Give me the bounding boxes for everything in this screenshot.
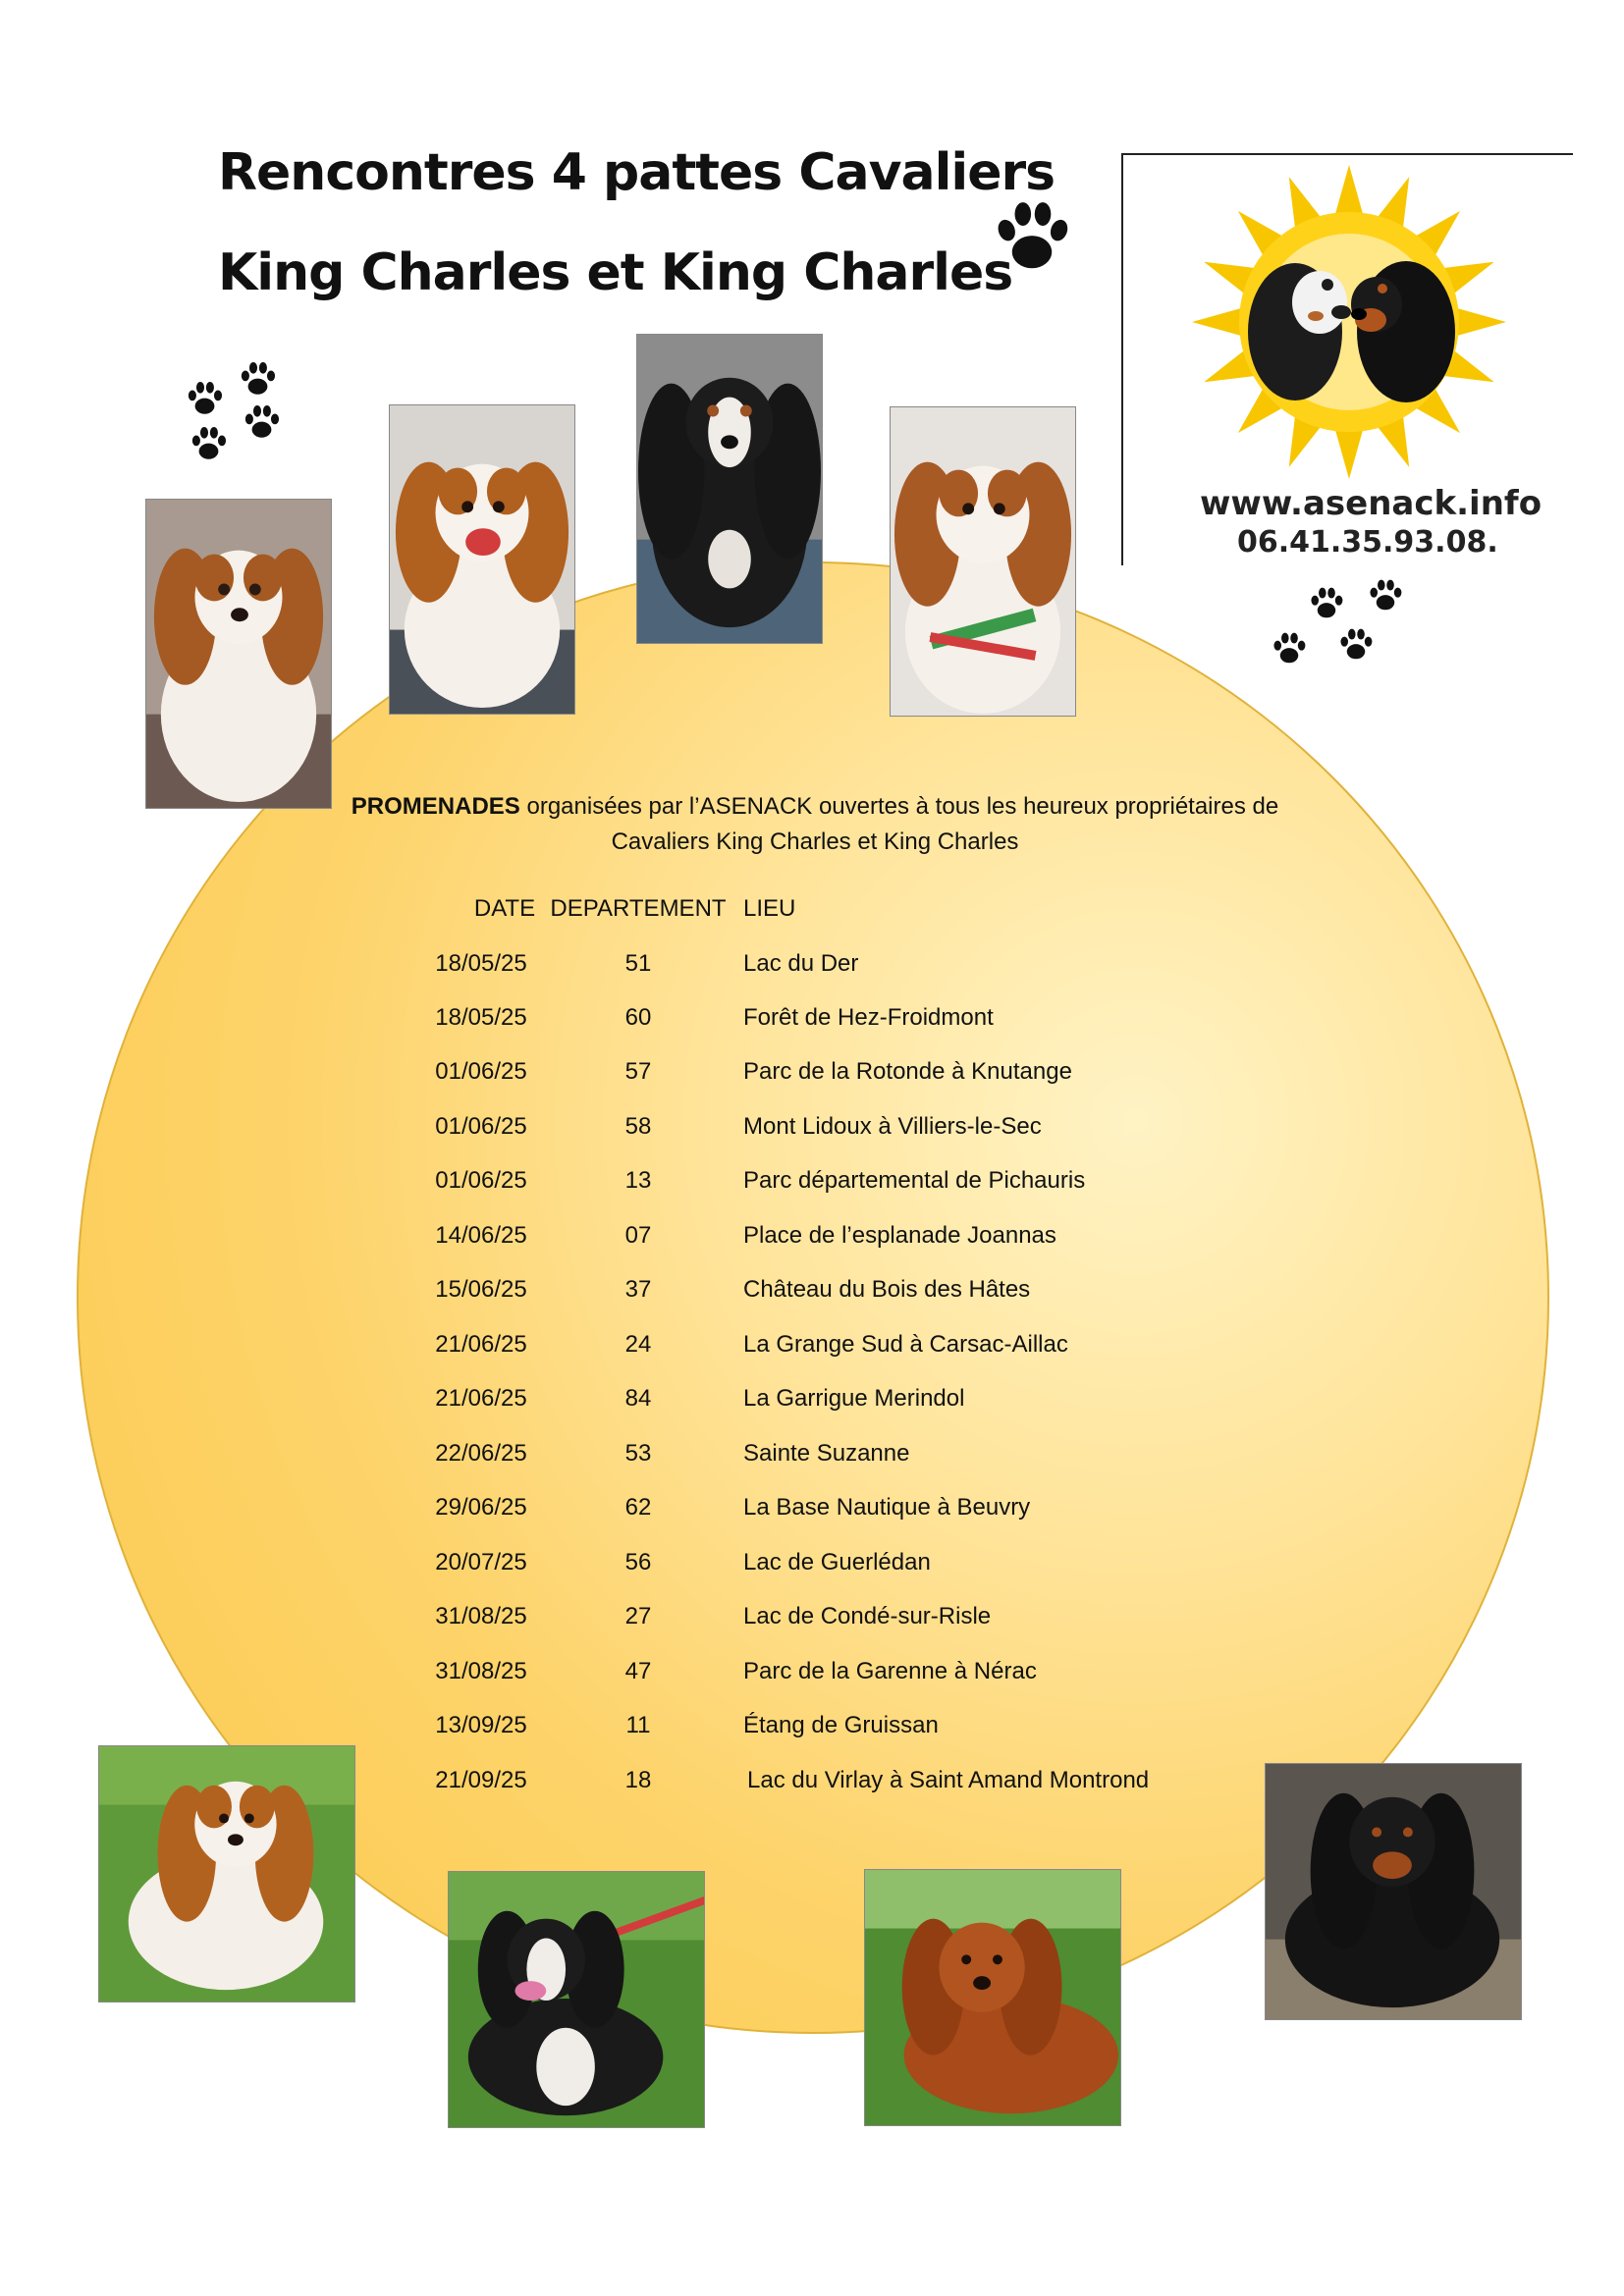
logo-website: www.asenack.info: [1200, 484, 1543, 523]
row-dept: 60: [624, 1004, 652, 1031]
table-header: [0, 895, 1624, 931]
dog-photo-blenheim-3: [890, 406, 1076, 717]
row-date: 20/07/25: [435, 1549, 527, 1575]
row-date: 01/06/25: [435, 1167, 527, 1194]
row-lieu: Parc de la Garenne à Nérac: [743, 1658, 1037, 1684]
row-dept: 53: [624, 1440, 652, 1467]
row-dept: 57: [624, 1058, 652, 1085]
dog-photo-blenheim-1: [145, 499, 332, 809]
row-date: 15/06/25: [435, 1276, 527, 1303]
row-dept: 62: [624, 1494, 652, 1521]
row-lieu: Lac du Virlay à Saint Amand Montrond: [747, 1767, 1150, 1793]
row-lieu: Place de l’esplanade Joannas: [743, 1222, 1056, 1249]
row-lieu: Lac de Condé-sur-Risle: [743, 1603, 992, 1629]
row-dept: 37: [624, 1276, 652, 1303]
paw-print-icon: [987, 192, 1077, 283]
intro-line-2: Cavaliers King Charles et King Charles: [611, 828, 1019, 855]
row-dept: 11: [625, 1712, 651, 1738]
row-dept: 13: [624, 1167, 652, 1194]
row-date: 21/06/25: [435, 1331, 527, 1358]
row-dept: 58: [624, 1113, 652, 1140]
row-lieu: Sainte Suzanne: [743, 1440, 910, 1467]
row-dept: 27: [624, 1603, 652, 1629]
dog-photo-blenheim-grass: [98, 1745, 355, 2002]
page-title-line-2: King Charles et King Charles: [218, 243, 1013, 302]
row-lieu: La Base Nautique à Beuvry: [743, 1494, 1031, 1521]
row-date: 18/05/25: [435, 1004, 527, 1031]
row-lieu: Lac de Guerlédan: [743, 1549, 931, 1575]
row-lieu: Lac du Der: [743, 950, 859, 977]
header-date: DATE: [473, 895, 536, 922]
paw-prints-icon: [1267, 569, 1424, 687]
row-date: 31/08/25: [435, 1603, 527, 1629]
dog-photo-ruby-grass: [864, 1869, 1121, 2126]
row-date: 13/09/25: [435, 1712, 527, 1738]
intro-bold: PROMENADES: [351, 793, 520, 820]
row-lieu: Parc départemental de Pichauris: [743, 1167, 1086, 1194]
row-dept: 24: [624, 1331, 652, 1358]
row-date: 22/06/25: [435, 1440, 527, 1467]
header-departement: DEPARTEMENT: [550, 895, 727, 922]
page-title-line-1: Rencontres 4 pattes Cavaliers: [218, 143, 1056, 202]
row-date: 01/06/25: [435, 1058, 527, 1085]
row-dept: 47: [624, 1658, 652, 1684]
paw-prints-icon: [175, 353, 293, 471]
dog-photo-blenheim-2: [389, 404, 575, 715]
row-lieu: Château du Bois des Hâtes: [743, 1276, 1031, 1303]
row-dept: 56: [624, 1549, 652, 1575]
row-dept: 18: [624, 1767, 652, 1793]
row-dept: 51: [624, 950, 652, 977]
intro-line-1: [295, 789, 1335, 825]
sun-dogs-logo-image: [1123, 155, 1575, 479]
row-dept: 84: [624, 1385, 652, 1412]
row-lieu: La Garrigue Merindol: [743, 1385, 965, 1412]
dog-photo-black-tan: [1265, 1763, 1522, 2020]
dog-photo-tricolor-grass: [448, 1871, 705, 2128]
row-date: 18/05/25: [435, 950, 527, 977]
row-lieu: La Grange Sud à Carsac-Aillac: [743, 1331, 1068, 1358]
row-date: 29/06/25: [435, 1494, 527, 1521]
row-lieu: Mont Lidoux à Villiers-le-Sec: [743, 1113, 1042, 1140]
logo-phone-number: 06.41.35.93.08.: [1237, 525, 1498, 560]
row-lieu: Parc de la Rotonde à Knutange: [743, 1058, 1072, 1085]
row-date: 14/06/25: [435, 1222, 527, 1249]
dog-photo-tricolor: [636, 334, 823, 644]
row-lieu: Étang de Gruissan: [743, 1712, 939, 1738]
row-date: 01/06/25: [435, 1113, 527, 1140]
row-date: 21/09/25: [435, 1767, 527, 1793]
row-date: 21/06/25: [435, 1385, 527, 1412]
row-dept: 07: [624, 1222, 652, 1249]
row-date: 31/08/25: [435, 1658, 527, 1684]
row-lieu: Forêt de Hez-Froidmont: [743, 1004, 994, 1031]
intro-text-1: organisées par l’ASENACK ouvertes à tous les heureux propriétaires de: [519, 793, 1279, 820]
header-lieu: LIEU: [743, 895, 796, 922]
